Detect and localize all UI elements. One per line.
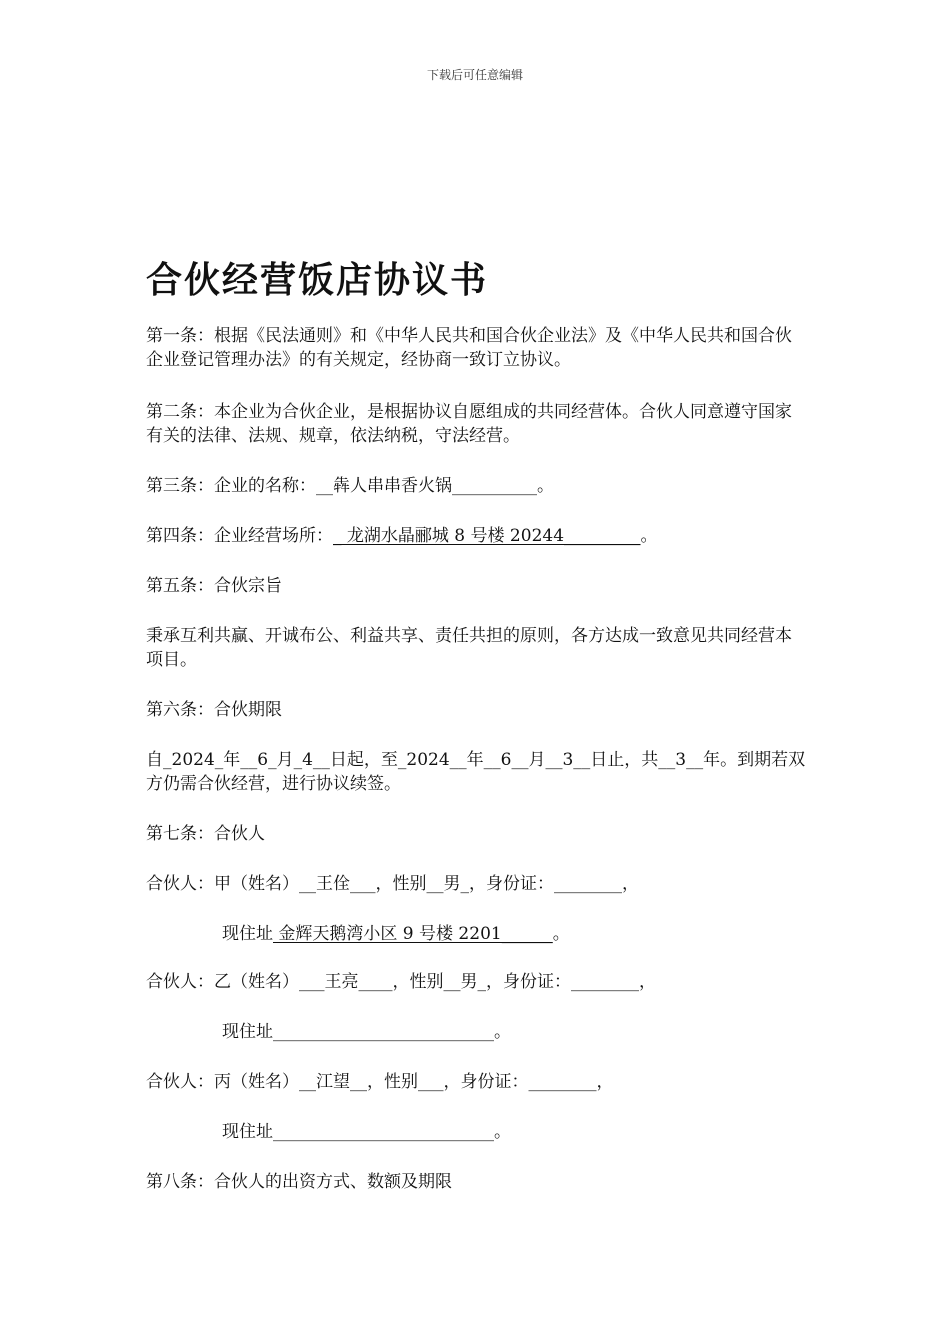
article-8-title: 第八条：合伙人的出资方式、数额及期限 [146,1172,452,1192]
partner-a-address [222,922,802,946]
article-2: 第二条：本企业为合伙企业，是根据协议自愿组成的共同经营体。合伙人同意遵守国家有关的法律、法规、规章，依法纳税，守法经营。 [146,402,792,446]
partner-c-address-value: __________________________ [273,1122,494,1142]
document-title: 合伙经营饭店协议书 [146,260,489,301]
partner-b-address-value: __________________________ [273,1022,494,1042]
article-6-body: 自_2024_年__6_月_4__日起，至_2024__年__6__月__3__日止，共__3__年。到期若双方仍需合伙经营，进行协议续签。 [146,750,806,794]
partner-a-address-label: 现住址 [222,924,273,944]
partner-c-address [222,1120,802,1144]
article-3-label: 第三条：企业的名称： [146,476,316,496]
article-4-end: 。 [640,526,658,546]
business-name-value: __犇人串串香火锅__________ [316,476,537,496]
partner-c-line: 合伙人：丙（姓名）__江望__，性别___，身份证：________， [146,1072,614,1092]
partner-a-address-value: 金辉天鹅湾小区 9 号楼 2201______ [273,924,553,944]
partner-b-address-end: 。 [494,1022,511,1042]
partner-a-address-end: 。 [552,924,570,944]
article-7-title: 第七条：合伙人 [146,824,265,844]
partner-b-address [222,1020,802,1044]
article-3-end: 。 [537,476,554,496]
partner-a-line: 合伙人：甲（姓名）__王佺___，性别__男_，身份证：________， [146,874,639,894]
partner-c-address-end: 。 [494,1122,511,1142]
article-1: 第一条：根据《民法通则》和《中华人民共和国合伙企业法》及《中华人民共和国合伙企业登记管理办法》的有关规定，经协商一致订立协议。 [146,326,792,370]
header-note: 下载后可任意编辑 [426,68,523,82]
partner-b-address-label: 现住址 [222,1022,273,1042]
article-3 [146,474,806,498]
article-6-title: 第六条：合伙期限 [146,700,282,720]
business-address-value: _ 龙湖水晶郦城 8 号楼 20244_________ [333,526,641,546]
article-4-label: 第四条：企业经营场所： [146,526,333,546]
article-5-body: 秉承互利共赢、开诚布公、利益共享、责任共担的原则，各方达成一致意见共同经营本项目。 [146,626,792,670]
partner-b-line: 合伙人：乙（姓名）___王亮____，性别__男_，身份证：________， [146,972,656,992]
article-5-title: 第五条：合伙宗旨 [146,576,282,596]
article-4 [146,524,806,548]
partner-c-address-label: 现住址 [222,1122,273,1142]
